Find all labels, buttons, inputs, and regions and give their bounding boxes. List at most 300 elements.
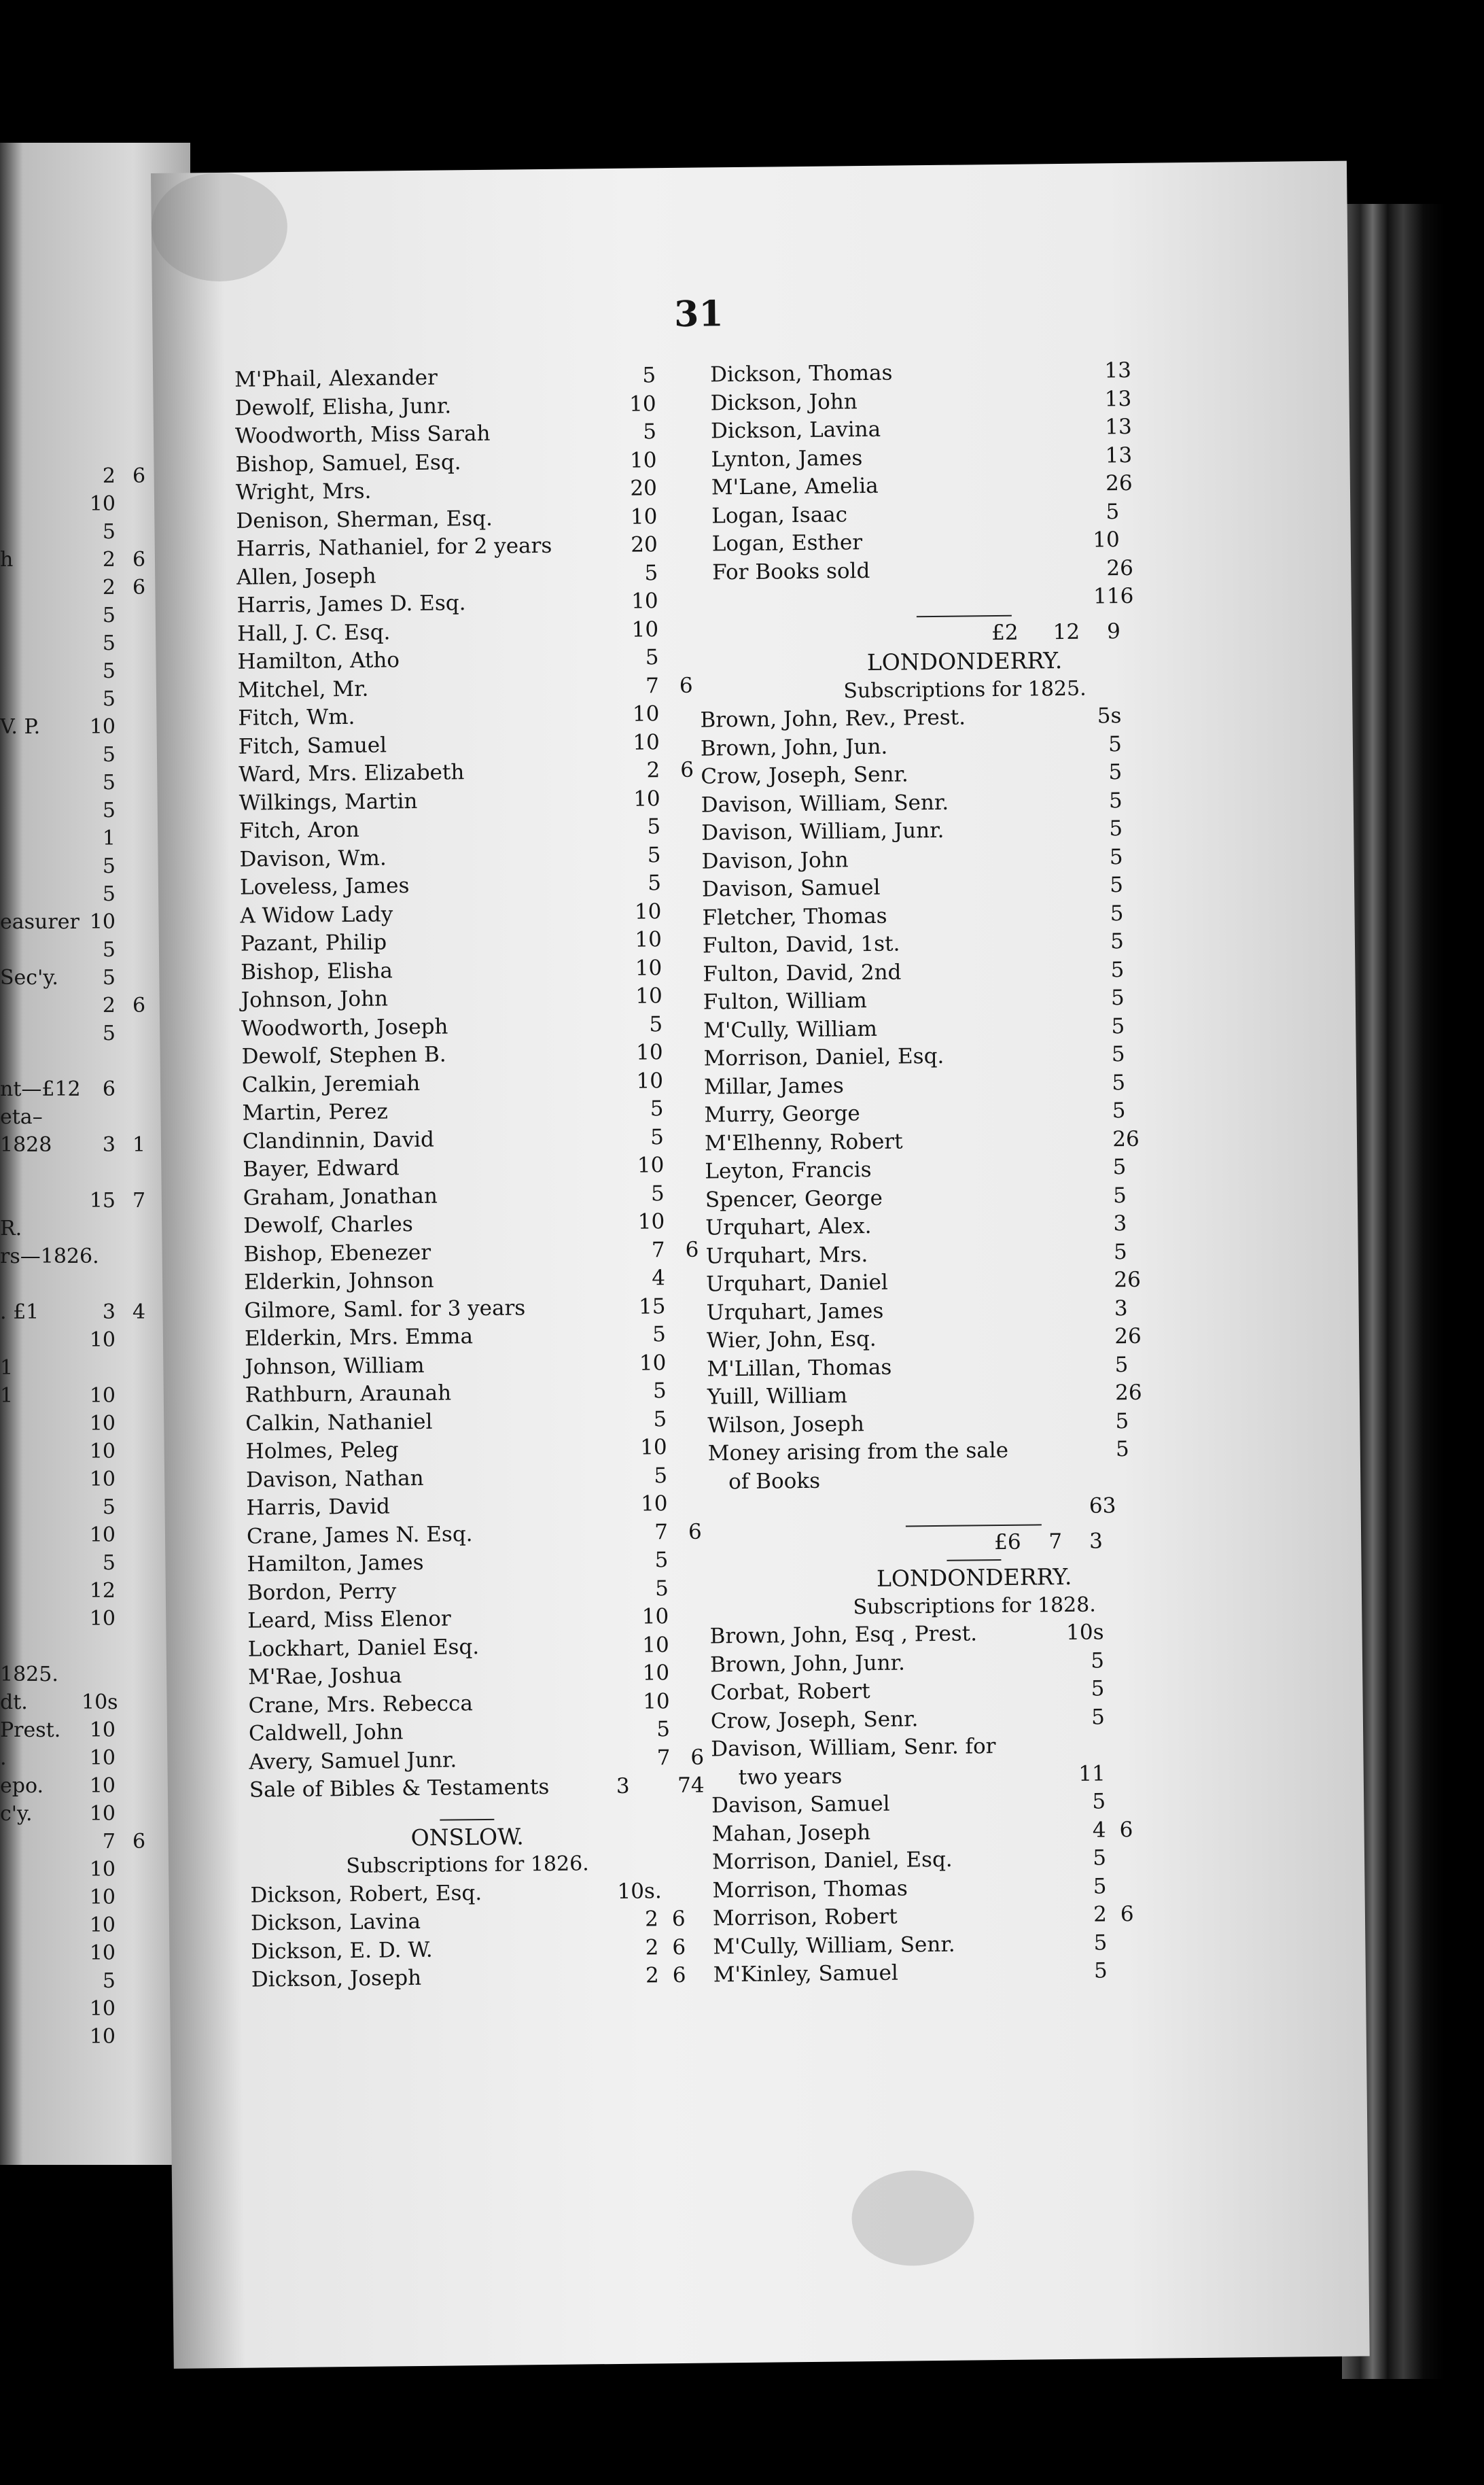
amount-shillings: 10: [637, 1209, 665, 1234]
fragment-amount: 2: [102, 994, 116, 1018]
fragment-amount: 10: [89, 1802, 116, 1826]
subscriber-name: Davison, William, Senr.: [701, 790, 949, 818]
amount-shillings: 10: [631, 616, 659, 642]
subscriber-row: [236, 503, 671, 536]
subscriber-row: [249, 1716, 684, 1748]
fragment-amount: 10: [89, 1774, 116, 1798]
amount-shillings: 5: [645, 645, 659, 670]
amount-pence: 6: [671, 1906, 686, 1932]
fragment-amount: 5: [102, 966, 116, 990]
amount-shillings: 5: [1108, 788, 1123, 813]
section-rule: [947, 1559, 1001, 1561]
amount-shillings: 3: [1113, 1211, 1127, 1236]
subscriber-row: [242, 1066, 677, 1099]
subscriber-name: M'Cully, William, Senr.: [713, 1932, 955, 1959]
amount-shillings: 5: [1114, 1352, 1129, 1377]
amount-pence: 3: [1117, 358, 1132, 383]
subscriber-name: Brown, John, Junr.: [709, 1650, 906, 1678]
fragment-text: epo.: [0, 1774, 44, 1798]
subscriber-name: M'Elhenny, Robert: [704, 1128, 903, 1156]
amount-shillings: 10: [637, 1153, 665, 1178]
subscriber-row: [246, 1518, 702, 1550]
amount-shillings: 5: [654, 1463, 668, 1488]
subscriber-name: Sale of Bibles & Testaments: [249, 1774, 550, 1803]
amount-shillings: 5: [1109, 816, 1123, 841]
subscriber-row: [238, 757, 694, 789]
subscriber-row: [234, 390, 669, 423]
amount-shillings: 5: [654, 1576, 669, 1601]
fragment-amount: 3: [102, 1133, 116, 1157]
subscriber-name: Harris, Nathaniel, for 2 years: [236, 533, 552, 561]
fragment-amount: 5: [102, 1551, 116, 1575]
amount-shillings: 5: [1108, 731, 1123, 757]
fragment-amount: 2: [102, 464, 116, 488]
fragment-pence: 6: [132, 548, 146, 572]
fragment-amount: 5: [102, 743, 116, 767]
subscriber-name: Fulton, David, 2nd: [703, 960, 902, 987]
fragment-row: [0, 1744, 190, 1772]
subscriber-name: Bishop, Elisha: [241, 958, 393, 985]
fragment-text: easurer: [0, 910, 80, 934]
amount-pence: 6: [1120, 583, 1134, 609]
amount-shillings: 5: [644, 560, 658, 585]
fragment-row: [0, 1688, 190, 1716]
amount-shillings: 5: [1110, 986, 1125, 1011]
amount-pence: 3: [1102, 1493, 1116, 1518]
fragment-text: eta–: [0, 1105, 43, 1129]
subscriber-row: [241, 926, 675, 958]
subscriber-name: Graham, Jonathan: [243, 1183, 438, 1211]
subscriber-name: Wright, Mrs.: [235, 479, 372, 505]
fragment-pence: 6: [132, 994, 146, 1018]
amount-shillings: 5: [1111, 1042, 1125, 1067]
amount-shillings: 5: [1112, 1098, 1126, 1124]
amount-shillings: 2: [1093, 1902, 1108, 1927]
fragment-row: [0, 1967, 190, 1995]
subscriber-name: M'Phail, Alexander: [234, 365, 438, 392]
subscriber-name: Bordon, Perry: [247, 1578, 397, 1605]
amount-pence: 6: [690, 1745, 705, 1770]
fragment-amount: 2: [102, 576, 116, 599]
amount-shillings: 5: [656, 1717, 671, 1742]
amount-shillings: 12: [1053, 619, 1080, 644]
fragment-amount: 5: [102, 659, 116, 683]
subscriber-row: [241, 954, 675, 986]
subscriber-name: Elderkin, Mrs. Emma: [244, 1324, 474, 1351]
amount-pence: 6: [679, 673, 693, 698]
subscriber-name: Brown, John, Esq , Prest.: [709, 1621, 978, 1649]
amount-shillings: 7: [654, 1519, 669, 1544]
fragment-amount: 10: [89, 1523, 116, 1547]
fragment-text: 1828: [0, 1133, 52, 1157]
amount-shillings: 10: [633, 729, 660, 755]
amount-shillings: 10: [629, 447, 657, 473]
amount-shillings: 2: [1106, 555, 1120, 580]
fragment-row: [0, 1911, 190, 1939]
page-stain: [851, 2170, 974, 2266]
subscriber-name: Urquhart, Mrs.: [705, 1242, 868, 1269]
subscriber-name: Brown, John, Jun.: [700, 734, 888, 761]
subscriber-name: Wilkings, Martin: [238, 788, 418, 816]
section-rule: [906, 1524, 1042, 1527]
amount-shillings: 5s: [1097, 703, 1122, 729]
subscriber-row: [240, 869, 675, 902]
subscriber-name: Crow, Joseph, Senr.: [710, 1706, 919, 1733]
subscriber-name: Hall, J. C. Esq.: [236, 619, 391, 646]
subscriber-name: Lynton, James: [711, 445, 863, 472]
amount-pence: 6: [1125, 1126, 1140, 1151]
fragment-pence: 7: [132, 1189, 146, 1213]
amount-shillings: 5: [1091, 1704, 1106, 1730]
fragment-amount: 2: [102, 548, 116, 572]
fragment-text: nt—£12: [0, 1077, 81, 1101]
subscriber-row: [238, 728, 673, 761]
subscriber-name: Hamilton, Atho: [237, 648, 400, 674]
subscriber-name: Morrison, Thomas: [712, 1875, 908, 1902]
subscriber-row: [245, 1321, 679, 1353]
subscriber-row: [249, 1772, 705, 1805]
fragment-row: [0, 1716, 190, 1744]
subscriber-name: Davison, Samuel: [701, 875, 881, 902]
amount-pence: 3: [1118, 386, 1132, 411]
subscriber-name: Crane, James N. Esq.: [246, 1521, 473, 1549]
amount-shillings: 5: [1112, 1155, 1127, 1180]
subscriber-name: Davison, William, Senr. for: [711, 1734, 996, 1762]
subscriber-row: [249, 1743, 705, 1776]
fragment-amount: 5: [102, 1969, 116, 1993]
fragment-row: [0, 1995, 190, 2023]
amount-pence: 9: [1106, 619, 1121, 644]
fragment-row: [0, 1298, 190, 1326]
amount-shillings: 10: [636, 1068, 664, 1094]
fragment-row: [0, 1605, 190, 1633]
subscriber-name: Denison, Sherman, Esq.: [236, 506, 493, 534]
amount-shillings: 5: [654, 1548, 669, 1573]
fragment-pence: 4: [132, 1300, 146, 1324]
fragment-row: [0, 1800, 190, 1828]
subscriber-name: Corbat, Robert: [710, 1679, 870, 1705]
fragment-amount: 5: [102, 604, 116, 627]
subscriber-name: Fitch, Samuel: [238, 732, 387, 759]
subscriber-name: Fulton, William: [703, 988, 868, 1015]
fragment-pence: 1: [132, 1133, 146, 1157]
fragment-amount: 5: [102, 799, 116, 822]
amount-shillings: 1: [1104, 386, 1118, 411]
subscriber-name: Elderkin, Johnson: [243, 1268, 434, 1295]
amount-shillings: 5: [649, 1011, 663, 1037]
subscriber-row: [713, 1956, 1243, 1989]
amount-shillings: 5: [1113, 1239, 1127, 1264]
subscriber-name: Urquhart, Alex.: [705, 1213, 872, 1240]
fragment-amount: 10: [89, 910, 116, 934]
subscriber-name: Mahan, Joseph: [711, 1820, 871, 1846]
subscriber-name: Morrison, Daniel, Esq.: [703, 1043, 944, 1071]
amount-shillings: 5: [1115, 1437, 1129, 1462]
subscriber-name: M'Lillan, Thomas: [707, 1355, 892, 1382]
fragment-amount: 7: [102, 1830, 116, 1854]
subscriber-row: [708, 1491, 1238, 1525]
subscriber-name: Crane, Mrs. Rebecca: [248, 1690, 474, 1718]
amount-shillings: 5: [1093, 1958, 1108, 1983]
fragment-amount: 5: [102, 938, 116, 962]
subscriber-row: [236, 587, 671, 620]
fragment-row: [0, 1382, 190, 1410]
fragment-text: 1: [0, 1356, 14, 1380]
section-rule: [917, 614, 1012, 616]
subscriber-name: Hamilton, James: [247, 1550, 424, 1577]
fragment-amount: 10: [89, 2025, 116, 2049]
amount-pence: 6: [1118, 470, 1133, 496]
amount-shillings: 5: [1109, 844, 1123, 869]
subscriber-row: [246, 1461, 681, 1494]
amount-shillings: 4: [652, 1266, 666, 1291]
subscriber-name: Rathburn, Araunah: [245, 1380, 452, 1408]
amount-shillings: 5: [650, 1096, 664, 1122]
page-number: 31: [673, 293, 724, 335]
amount-shillings: 1: [1105, 415, 1119, 440]
fragment-row: [0, 2023, 190, 2051]
subscriber-name: Bayer, Edward: [243, 1155, 400, 1182]
amount-shillings: 10: [634, 899, 662, 924]
subscriber-name: Wier, John, Esq.: [706, 1326, 877, 1353]
amount-shillings: 4: [1092, 1817, 1106, 1843]
subscriber-row: [236, 559, 671, 592]
subscriber-row: [250, 1877, 685, 1909]
subscriber-row: [247, 1603, 682, 1635]
amount-shillings: 10: [641, 1604, 669, 1629]
subscriber-name: Pazant, Philip: [240, 930, 387, 956]
subscriber-name: Money arising from the sale: [707, 1438, 1009, 1466]
fragment-amount: 10: [89, 1941, 116, 1965]
fragment-amount: 5: [102, 1495, 116, 1519]
subscriber-name: Spencer, George: [705, 1185, 883, 1213]
amount-shillings: 5: [650, 1181, 665, 1206]
fragment-text: rs—1826.: [0, 1245, 99, 1268]
fragment-amount: 1: [102, 827, 116, 850]
fragment-text: 1: [0, 1384, 14, 1408]
amount-shillings: 7: [646, 673, 660, 698]
fragment-row: [0, 1465, 190, 1493]
subscriber-name: Davison, John: [701, 847, 849, 874]
fragment-amount: 10: [89, 1858, 116, 1881]
amount-shillings: 5: [1091, 1648, 1105, 1673]
amount-shillings: 10: [642, 1688, 670, 1714]
amount-shillings: 10: [635, 955, 662, 981]
fragment-text: . £1: [0, 1300, 39, 1324]
fragment-row: [0, 1521, 190, 1549]
subscriber-row: [245, 1405, 680, 1438]
amount-shillings: 10: [630, 504, 658, 529]
subscriber-row: [245, 1433, 680, 1466]
subscriber-name: Allen, Joseph: [236, 563, 376, 590]
amount-shillings: 2: [645, 1963, 659, 1988]
subscriber-row: [241, 982, 676, 1015]
fragment-amount: 10: [89, 1913, 116, 1937]
subscriber-name: Davison, Nathan: [245, 1465, 424, 1493]
amount-shillings: 11: [1093, 584, 1120, 609]
amount-pounds: £2: [991, 620, 1019, 645]
fragment-amount: 15: [89, 1189, 116, 1213]
amount-shillings: 5: [1093, 1930, 1108, 1956]
subscriber-name: For Books sold: [712, 558, 870, 585]
fragment-amount: 3: [102, 1300, 116, 1324]
fragment-row: [0, 1493, 190, 1521]
subscriber-row: [248, 1631, 683, 1663]
subscriber-name: Dewolf, Charles: [243, 1212, 413, 1238]
amount-shillings: 5: [1108, 760, 1123, 785]
fragment-amount: 5: [102, 631, 116, 655]
amount-shillings: 2: [1114, 1380, 1129, 1406]
amount-shillings: 10: [635, 927, 662, 952]
page-31: [151, 161, 1370, 2369]
amount-shillings: 5: [1110, 901, 1124, 926]
amount-shillings: 5: [648, 871, 662, 896]
fragment-row: [0, 1438, 190, 1465]
subscriber-row: [699, 581, 1229, 615]
subscriber-name: Gilmore, Saml. for 3 years: [244, 1295, 526, 1323]
section-rule: [440, 1818, 494, 1820]
amount-shillings: 5: [1110, 929, 1125, 954]
amount-shillings: 6: [1089, 1493, 1103, 1518]
fragment-text: R.: [0, 1217, 22, 1240]
amount-shillings: 10: [632, 701, 660, 727]
section-subheading-onslow: Subscriptions for 1826.: [346, 1852, 589, 1879]
amount-shillings: 10: [640, 1491, 668, 1516]
amount-shillings: 5: [647, 814, 661, 839]
fragment-amount: 10: [89, 492, 116, 516]
fragment-pence: 6: [132, 464, 146, 488]
fragment-text: dt.: [0, 1690, 28, 1714]
subscriber-name: Calkin, Nathaniel: [245, 1409, 433, 1436]
fragment-amount: 5: [102, 687, 116, 711]
fragment-row: [0, 1633, 190, 1661]
subscriber-row: [243, 1151, 677, 1184]
subscriber-row: [243, 1123, 677, 1155]
amount-pence: 6: [1119, 1817, 1133, 1842]
fragment-amount: 10s: [82, 1690, 118, 1714]
subscriber-row: [237, 644, 672, 676]
amount-pence: 3: [1118, 414, 1132, 440]
subscriber-row: [237, 616, 672, 648]
amount-shillings: 3: [1114, 1296, 1128, 1321]
amount-shillings: 10s: [1066, 1620, 1104, 1646]
fragment-row: [0, 1939, 190, 1967]
amount-shillings: 5: [1111, 1013, 1125, 1039]
subscriber-row: [251, 1962, 686, 1994]
subscriber-name: Yuill, William: [707, 1383, 848, 1410]
subscriber-row: [235, 447, 670, 479]
amount-shillings: 2: [1105, 471, 1120, 496]
amount-shillings: 2: [1114, 1324, 1129, 1349]
subscriber-row: [235, 418, 670, 451]
fragment-row: [0, 1772, 190, 1800]
amount-shillings: 10: [631, 589, 658, 614]
amount-shillings: 5: [1110, 873, 1124, 898]
subscriber-row: [236, 531, 671, 563]
subscriber-column-left: [234, 362, 705, 1994]
amount-shillings: 5: [650, 1124, 665, 1149]
fragment-amount: 10: [89, 1718, 116, 1742]
subscriber-name: M'Cully, William: [703, 1016, 878, 1043]
fragment-amount: 10: [89, 1886, 116, 1909]
subscriber-name: Bishop, Samuel, Esq.: [235, 449, 461, 477]
subscriber-name: Dickson, Robert, Esq.: [250, 1880, 482, 1908]
subscriber-name: Fitch, Wm.: [238, 704, 355, 731]
amount-shillings: 7: [656, 1745, 671, 1770]
amount-shillings: 2: [645, 1934, 659, 1960]
fragment-amount: 10: [89, 1746, 116, 1770]
fragment-text: Sec'y.: [0, 966, 58, 990]
subscriber-row: [240, 897, 675, 930]
amount-pence: 6: [685, 1237, 699, 1262]
subscriber-row: [237, 672, 693, 705]
amount-shillings: 5: [652, 1378, 667, 1404]
amount-shillings: 5: [1093, 1845, 1107, 1871]
amount-pence: 6: [1120, 1901, 1134, 1927]
fragment-amount: 10: [89, 715, 116, 739]
fragment-text: V. P.: [0, 715, 41, 739]
subscriber-name: Morrison, Robert: [712, 1904, 898, 1931]
subscriber-name: Brown, John, Rev., Prest.: [700, 705, 966, 733]
amount-shillings: 5: [1106, 499, 1120, 524]
fragment-amount: 10: [89, 1997, 116, 2021]
section-subheading-londonderry-1828: Subscriptions for 1828.: [853, 1593, 1096, 1619]
amount-shillings: 7: [1048, 1529, 1063, 1554]
subscriber-row: [241, 1039, 676, 1071]
subscriber-name: Mitchel, Mr.: [237, 676, 369, 703]
subscriber-row: [238, 700, 673, 733]
subscriber-name: Dickson, John: [710, 389, 858, 415]
fragment-amount: 10: [89, 1412, 116, 1436]
subscriber-row: [246, 1490, 681, 1523]
fragment-amount: 5: [102, 771, 116, 795]
fragment-row: [0, 1577, 190, 1605]
fragment-text: c'y.: [0, 1802, 33, 1826]
fragment-amount: 10: [89, 1440, 116, 1463]
subscriber-name: Leard, Miss Elenor: [247, 1606, 451, 1633]
subscriber-row: [234, 362, 669, 394]
subscriber-name: Woodworth, Miss Sarah: [234, 421, 491, 449]
amount-pence: 6: [672, 1934, 686, 1960]
amount-shillings: 10s.: [617, 1878, 662, 1904]
section-heading-londonderry-1825: LONDONDERRY.: [866, 646, 1063, 676]
subscriber-row: [244, 1292, 679, 1325]
page-stain: [151, 172, 288, 282]
subscriber-row: [239, 841, 674, 873]
fragment-row: [0, 1661, 190, 1688]
amount-shillings: 2: [1114, 1268, 1128, 1293]
subscriber-name: Lockhart, Daniel Esq.: [247, 1634, 480, 1662]
subscriber-name: Martin, Perez: [242, 1099, 389, 1126]
amount-shillings: 5: [1093, 1873, 1107, 1899]
amount-pence: 3: [1089, 1528, 1103, 1554]
amount-shillings: 20: [630, 476, 658, 501]
subscriber-name: Ward, Mrs. Elizabeth: [238, 760, 465, 787]
subscriber-column-right: [696, 355, 1243, 1989]
amount-shillings: 7: [677, 1773, 692, 1798]
subscriber-name: Davison, William, Junr.: [701, 818, 944, 846]
fragment-amount: 5: [102, 520, 116, 544]
amount-pounds: 3: [616, 1773, 630, 1798]
amount-pence: 6: [1127, 1267, 1142, 1293]
subscriber-name: Leyton, Francis: [705, 1157, 872, 1184]
subscriber-name: Murry, George: [704, 1101, 860, 1128]
subscriber-name: Dewolf, Elisha, Junr.: [234, 393, 452, 421]
amount-shillings: 10: [629, 391, 656, 417]
amount-shillings: 7: [651, 1237, 665, 1262]
amount-shillings: 5: [652, 1322, 667, 1347]
subscriber-row: [243, 1208, 678, 1240]
